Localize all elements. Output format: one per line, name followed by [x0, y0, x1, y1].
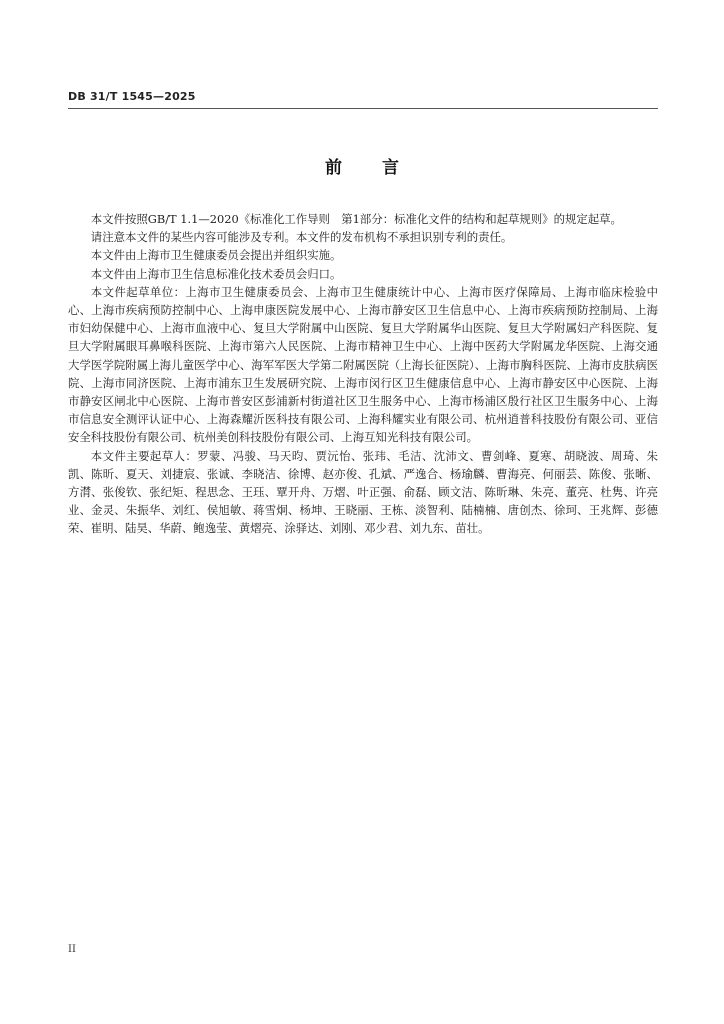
paragraph-drafters: 本文件主要起草人：罗蒙、冯骏、马天昀、贾沅怡、张玮、毛洁、沈沛文、曹剑峰、夏寒、胡晓波、周琦、朱凯、陈昕、夏天、刘捷宸、张诚、李晓洁、徐博、赵亦俊、孔斌、严逸合、杨瑜麟、曹海亮、何丽芸、陈俊、张晰、方潸、张俊钦、张纪矩、程思念、王珏、覃开舟、万熠、叶正强、俞磊、顾文洁、陈昕琳、朱亮、董亮、杜隽、许亮业、金灵、朱振华、刘红、侯旭敏、蒋雪炯、杨坤、王晓丽、王栋、淡智利、陆楠楠、唐创杰、徐珂、王兆辉、彭德荣、崔明、陆昊、华蔚、鲍逸莹、黄熠亮、涂驿达、刘刚、邓少君、刘九东、苗壮。 [68, 448, 658, 536]
paragraph-proposer: 本文件由上海市卫生健康委员会提出并组织实施。 [90, 248, 342, 263]
paragraph-drafting-rules: 本文件按照GB/T 1.1—2020《标准化工作导则 第1部分：标准化文件的结构和起草规则》的规定起草。 [90, 212, 622, 226]
foreword-body [68, 210, 658, 538]
standard-code: DB 31/T 1545—2025 [68, 90, 196, 103]
header-rule [68, 108, 658, 109]
paragraph-governing-committee: 本文件由上海市卫生信息标准化技术委员会归口。 [90, 266, 342, 281]
page-number: II [68, 944, 76, 955]
paragraph-patent-notice: 请注意本文件的某些内容可能涉及专利。本文件的发布机构不承担识别专利的责任。 [90, 230, 513, 245]
paragraph-drafting-units: 本文件起草单位：上海市卫生健康委员会、上海市卫生健康统计中心、上海市医疗保障局、上海市临床检验中心、上海市疾病预防控制中心、上海申康医院发展中心、上海市静安区卫生信息中心、上海市疾病预防控制局、上海市妇幼保健中心、上海市血液中心、复旦大学附属中山医院、复旦大学附属华山医院、复旦大学附属妇产科医院、复旦大学附属眼耳鼻喉科医院、上海市第六人民医院、上海市精神卫生中心、上海中医药大学附属龙华医院、上海交通大学医学院附属上海儿童医学中心、海军军医大学第二附属医院（上海长征医院）、上海市胸科医院、上海市皮肤病医院、上海市同济医院、上海市浦东卫生发展研究院、上海市闵行区卫生健康信息中心、上海市静安区中心医院、上海市静安区闸北中心医院、上海市普安区彭浦新村街道社区卫生服务中心、上海市杨浦区殷行社区卫生服务中心、上海市信息安全测评认证中心、上海森耀沂医科技有限公司、上海科耀实业有限公司、杭州逍普科技股份有限公司、亚信安全科技股份有限公司、杭州美创科技股份有限公司、上海互知光科技有限公司。 [68, 284, 658, 445]
page-title: 前言 [325, 158, 439, 178]
